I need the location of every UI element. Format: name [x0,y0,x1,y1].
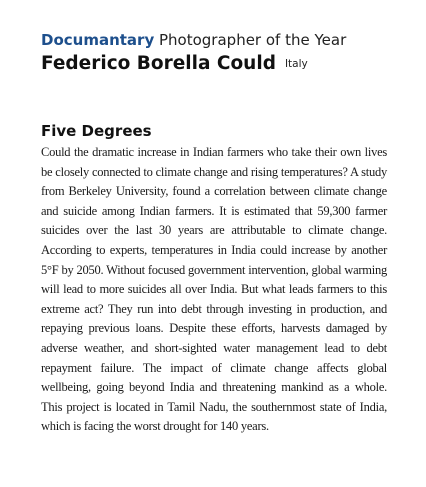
award-name: Photographer of the Year [154,31,347,49]
award-category: Documantary [41,31,155,49]
award-title [41,30,346,50]
project-description: Could the dramatic increase in Indian farmers who take their own lives be closely connected to climate change and rising temperatures? A study from Berkeley University, found a correlation between climate change and suicide among Indian farmers. It is estimated that 59,300 farmer suicides over the last 30 years are attributable to climate change. According to experts, temperatures in India could increase by another 5°F by 2050. Without focused government intervention, global warming will lead to more suicides all over India. But what leads farmers to this extreme act? They run into debt through investing in production, and repaying previous loans. Despite these efforts, harvests damaged by adverse weather, and short-sighted water management lead to debt repayment failure. The impact of climate change affects global wellbeing, going beyond India and threatening mankind as a whole. This project is located in Tamil Nadu, the southernmost state of India, which is facing the worst drought for 140 years. [41,145,387,434]
project-title: Five Degrees [41,122,152,140]
photographer-name: Federico Borella Could [41,53,276,74]
photographer-line [41,51,308,79]
photographer-country: Italy [284,58,308,70]
